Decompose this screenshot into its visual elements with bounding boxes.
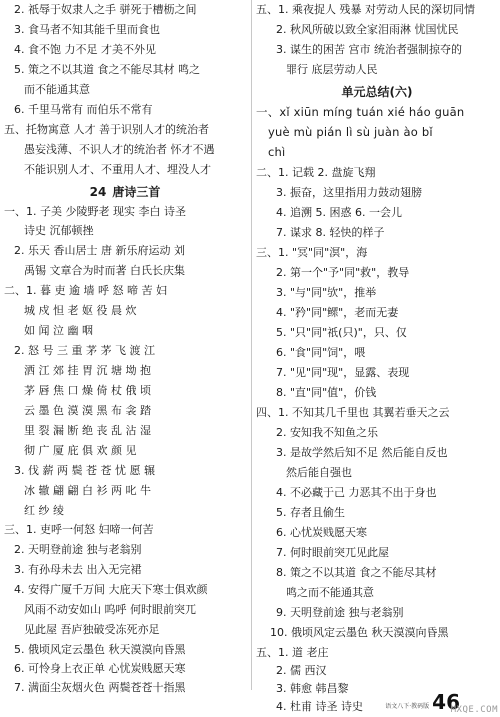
answer-line: 禹锡 文章合为时而著 白氏长庆集 [24,264,185,277]
answer-line: 冰 辙 翩 翩 白 衫 两 叱 牛 [24,484,151,497]
answer-line: 2. 安知我不知鱼之乐 [276,426,378,439]
answer-line: 三、1. 吏呼一何怒 妇啼一何苦 [4,523,154,536]
answer-line: 五、1. 乘夜捉人 残暴 对劳动人民的深切同情 [256,3,475,16]
answer-line: 3. "与"同"欤"，推举 [276,286,377,299]
answer-line: 不能识别人才、不重用人才、埋没人才 [24,163,211,176]
answer-line: 4. 安得广厦千万间 大庇天下寒士俱欢颜 [14,583,208,596]
answer-line: 里 裂 漏 断 绝 丧 乱 沾 湿 [24,424,151,437]
answer-line: 五、托物寓意 人才 善于识别人才的统治者 [4,123,209,136]
answer-line: 9. 天明登前途 独与老翁别 [276,606,404,619]
answer-line: 3. 振奋，这里指用力鼓动翅膀 [276,186,422,199]
answer-line: 茅 唇 焦 口 燥 倚 杖 俄 顷 [24,384,151,397]
answer-line: 2. 天明登前途 独与老翁别 [14,543,142,556]
answer-line: 6. 可怜身上衣正单 心忧炭贱愿天寒 [14,662,186,675]
answer-line: 鸣之而不能通其意 [286,586,374,599]
answer-line: 见此屋 吾庐独破受冻死亦足 [24,623,160,636]
answer-line: 风雨不动安如山 呜呼 何时眼前突兀 [24,603,196,616]
answer-line: 3. 是故学然后知不足 然后能自反也 [276,446,448,459]
answer-line: 城 戍 怛 老 妪 役 晨 炊 [24,304,137,317]
pinyin-line: yuè mù pián lì sù juàn ào bǐ [268,125,433,139]
answer-line: 5. 策之不以其道 食之不能尽其材 鸣之 [14,63,200,76]
answer-line: 7. 满面尘灰烟火色 两鬓苍苍十指黑 [14,681,186,694]
unit-summary-heading [254,83,500,101]
answer-line: 7. 何时眼前突兀见此屋 [276,546,389,559]
right-column [254,0,500,717]
answer-line: 2. 秋风所破以致全家泪雨淋 忧国忧民 [276,23,459,36]
answer-line: 然后能自强也 [286,466,352,479]
column-divider [251,0,252,690]
answer-line: 洒 江 郊 挂 胃 沉 塘 坳 抱 [24,364,151,377]
answer-line: 4. 杜甫 诗圣 诗史 [276,700,363,713]
answer-line: 罪行 底层劳动人民 [286,63,378,76]
footer-subject: 语文八下·教码版 [385,703,430,710]
answer-line: 一、1. 子美 少陵野老 现实 李白 诗圣 [4,205,186,218]
answer-line: 10. 俄顷风定云墨色 秋天漠漠向昏黑 [270,626,449,639]
answer-line: 3. 韩愈 韩昌黎 [276,682,349,695]
answer-line: 6. 千里马常有 而伯乐不常有 [14,103,153,116]
answer-line: 5. 存者且偷生 [276,506,345,519]
answer-line: 三、1. "冥"同"溟"，海 [256,246,368,259]
page-footer [385,691,460,713]
answer-line: 四、1. 不知其几千里也 其翼若垂天之云 [256,406,450,419]
answer-line: 4. 追溯 5. 困惑 6. 一会儿 [276,206,402,219]
answer-line: 5. "只"同"祇(只)"，只、仅 [276,326,407,339]
answer-line: 彻 广 厦 庇 俱 欢 颜 见 [24,444,137,457]
answer-line: 6. 心忧炭贱愿天寒 [276,526,367,539]
answer-line: 2. 第一个"予"同"救"，教导 [276,266,410,279]
answer-line: 愚妄浅薄、不识人才的统治者 怀才不遇 [24,143,215,156]
watermark: MXQE.COM [450,705,498,715]
answer-line: 2. 乐天 香山居士 唐 新乐府运动 刘 [14,244,185,257]
answer-line: 7. "见"同"现"，显露、表现 [276,366,410,379]
answer-line: 而不能通其意 [24,83,90,96]
answer-line: 二、1. 记载 2. 盘旋飞翔 [256,166,376,179]
answer-line: 如 闻 泣 幽 咽 [24,324,93,337]
answer-line: 二、1. 暮 吏 逾 墙 呼 怒 啼 苦 妇 [4,284,167,297]
answer-line: 红 纱 绫 [24,504,64,517]
answer-line: 诗史 沉郁顿挫 [24,224,94,237]
page-number: 46 [432,690,460,714]
answer-line: 4. 不必藏于己 力恶其不出于身也 [276,486,437,499]
answer-line: 2. 怒 号 三 重 茅 茅 飞 渡 江 [14,344,155,357]
answer-line: 7. 谋求 8. 轻快的样子 [276,226,385,239]
answer-line: 五、1. 道 老庄 [256,646,329,659]
pinyin-line: chì [268,145,286,159]
answer-line: 4. 食不饱 力不足 才美不外见 [14,43,156,56]
answer-line: 2. 儒 西汉 [276,664,327,677]
answer-line: 3. 谋生的困苦 宫市 统治者强制掠夺的 [276,43,462,56]
answer-line: 8. 策之不以其道 食之不能尽其材 [276,566,437,579]
answer-line: 3. 食马者不知其能千里而食也 [14,23,160,36]
answer-line: 2. 祇辱于奴隶人之手 骈死于槽枥之间 [14,3,197,16]
answer-line: 5. 俄顷风定云墨色 秋天漠漠向昏黑 [14,643,186,656]
answer-line: 6. "食"同"饲"，喂 [276,346,366,359]
answer-line: 3. 伐 薪 两 鬓 苍 苍 忧 愿 辗 [14,464,155,477]
answer-line: 8. "直"同"值"，价钱 [276,386,377,399]
answer-line: 云 墨 色 漠 漠 黑 布 衾 踏 [24,404,151,417]
chapter-title: 唐诗三首 [112,185,161,199]
answer-line: 4. "矜"同"鳏"，老而无妻 [276,306,399,319]
pinyin-line: 一、xǐ xiūn míng tuán xié háo guān [256,105,465,119]
chapter-number: 24 [89,185,107,199]
answer-line: 3. 有孙母未去 出入无完裙 [14,563,142,576]
unit-summary-title: 单元总结(六) [341,85,413,99]
chapter-heading [0,183,250,201]
